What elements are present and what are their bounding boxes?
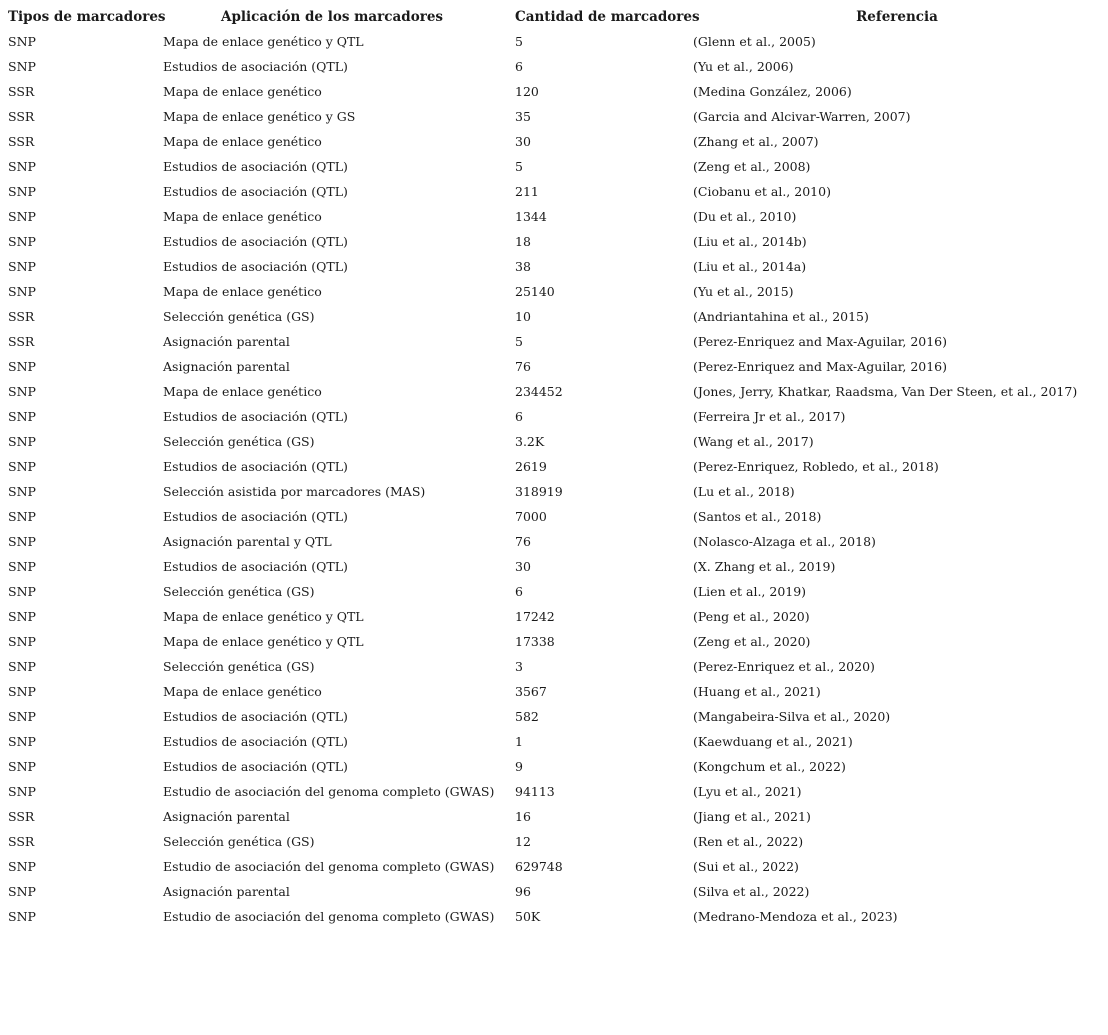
table-row <box>0 479 1108 504</box>
application-cell: Mapa de enlace genético <box>163 284 322 299</box>
reference-cell: (Lien et al., 2019) <box>693 584 807 599</box>
reference-cell: (Sui et al., 2022) <box>693 859 799 874</box>
marker-count-cell: 9 <box>515 759 523 774</box>
reference-cell: (Perez-Enriquez, Robledo, et al., 2018) <box>693 459 939 474</box>
header-marker-count: Cantidad de marcadores <box>515 8 700 25</box>
reference-cell: (Du et al., 2010) <box>693 209 797 224</box>
reference-cell: (Yu et al., 2015) <box>693 284 794 299</box>
marker-type-cell: SSR <box>8 309 35 324</box>
marker-type-cell: SNP <box>8 684 36 699</box>
application-cell: Mapa de enlace genético y QTL <box>163 34 364 49</box>
reference-cell: (Peng et al., 2020) <box>693 609 810 624</box>
application-cell: Asignación parental y QTL <box>163 534 332 549</box>
marker-type-cell: SNP <box>8 709 36 724</box>
reference-cell: (X. Zhang et al., 2019) <box>693 559 836 574</box>
application-cell: Selección genética (GS) <box>163 659 315 674</box>
marker-count-cell: 6 <box>515 584 523 599</box>
table-row <box>0 854 1108 879</box>
reference-cell: (Kaewduang et al., 2021) <box>693 734 853 749</box>
application-cell: Mapa de enlace genético <box>163 209 322 224</box>
application-cell: Estudio de asociación del genoma completo (GWAS) <box>163 909 495 924</box>
marker-count-cell: 1 <box>515 734 523 749</box>
table-row <box>0 579 1108 604</box>
table-row <box>0 879 1108 904</box>
marker-count-cell: 1344 <box>515 209 547 224</box>
reference-cell: (Wang et al., 2017) <box>693 434 814 449</box>
application-cell: Mapa de enlace genético <box>163 84 322 99</box>
marker-count-cell: 35 <box>515 109 531 124</box>
markers-table <box>0 4 1108 929</box>
application-cell: Estudios de asociación (QTL) <box>163 759 348 774</box>
table-row <box>0 254 1108 279</box>
marker-type-cell: SNP <box>8 59 36 74</box>
table-row <box>0 454 1108 479</box>
marker-count-cell: 5 <box>515 34 523 49</box>
marker-count-cell: 12 <box>515 834 531 849</box>
table-row <box>0 354 1108 379</box>
marker-type-cell: SNP <box>8 159 36 174</box>
marker-count-cell: 3 <box>515 659 523 674</box>
marker-count-cell: 3567 <box>515 684 547 699</box>
marker-type-cell: SNP <box>8 884 36 899</box>
reference-cell: (Andriantahina et al., 2015) <box>693 309 869 324</box>
marker-type-cell: SNP <box>8 559 36 574</box>
application-cell: Mapa de enlace genético y QTL <box>163 634 364 649</box>
marker-count-cell: 2619 <box>515 459 547 474</box>
marker-count-cell: 17242 <box>515 609 555 624</box>
marker-type-cell: SSR <box>8 809 35 824</box>
marker-type-cell: SNP <box>8 259 36 274</box>
application-cell: Mapa de enlace genético y QTL <box>163 609 364 624</box>
marker-type-cell: SSR <box>8 84 35 99</box>
marker-count-cell: 211 <box>515 184 539 199</box>
table-row <box>0 204 1108 229</box>
table-row <box>0 529 1108 554</box>
application-cell: Estudios de asociación (QTL) <box>163 159 348 174</box>
application-cell: Asignación parental <box>163 359 290 374</box>
table-row <box>0 904 1108 929</box>
marker-type-cell: SNP <box>8 909 36 924</box>
table-header <box>0 4 1108 29</box>
reference-cell: (Perez-Enriquez et al., 2020) <box>693 659 875 674</box>
reference-cell: (Glenn et al., 2005) <box>693 34 816 49</box>
marker-count-cell: 76 <box>515 359 531 374</box>
application-cell: Estudios de asociación (QTL) <box>163 734 348 749</box>
application-cell: Estudio de asociación del genoma completo (GWAS) <box>163 784 495 799</box>
marker-count-cell: 94113 <box>515 784 555 799</box>
reference-cell: (Liu et al., 2014a) <box>693 259 807 274</box>
marker-count-cell: 38 <box>515 259 531 274</box>
reference-cell: (Yu et al., 2006) <box>693 59 794 74</box>
reference-cell: (Ren et al., 2022) <box>693 834 804 849</box>
reference-cell: (Liu et al., 2014b) <box>693 234 807 249</box>
application-cell: Mapa de enlace genético <box>163 684 322 699</box>
reference-cell: (Zeng et al., 2020) <box>693 634 811 649</box>
marker-type-cell: SNP <box>8 734 36 749</box>
application-cell: Estudios de asociación (QTL) <box>163 509 348 524</box>
reference-cell: (Nolasco-Alzaga et al., 2018) <box>693 534 876 549</box>
marker-type-cell: SNP <box>8 184 36 199</box>
marker-type-cell: SSR <box>8 134 35 149</box>
table-row <box>0 79 1108 104</box>
application-cell: Asignación parental <box>163 334 290 349</box>
marker-count-cell: 50K <box>515 909 541 924</box>
application-cell: Mapa de enlace genético y GS <box>163 109 356 124</box>
table-row <box>0 404 1108 429</box>
application-cell: Selección asistida por marcadores (MAS) <box>163 484 426 499</box>
table-row <box>0 379 1108 404</box>
application-cell: Estudio de asociación del genoma completo (GWAS) <box>163 859 495 874</box>
marker-type-cell: SNP <box>8 534 36 549</box>
marker-type-cell: SNP <box>8 434 36 449</box>
application-cell: Estudios de asociación (QTL) <box>163 59 348 74</box>
marker-type-cell: SNP <box>8 459 36 474</box>
marker-type-cell: SNP <box>8 784 36 799</box>
table-row <box>0 754 1108 779</box>
marker-count-cell: 10 <box>515 309 531 324</box>
marker-count-cell: 318919 <box>515 484 563 499</box>
header-application: Aplicación de los marcadores <box>220 8 444 25</box>
marker-count-cell: 5 <box>515 159 523 174</box>
reference-cell: (Zhang et al., 2007) <box>693 134 819 149</box>
application-cell: Estudios de asociación (QTL) <box>163 409 348 424</box>
marker-count-cell: 629748 <box>515 859 563 874</box>
marker-type-cell: SNP <box>8 659 36 674</box>
marker-count-cell: 30 <box>515 559 531 574</box>
table-row <box>0 729 1108 754</box>
table-row <box>0 29 1108 54</box>
application-cell: Estudios de asociación (QTL) <box>163 709 348 724</box>
marker-count-cell: 16 <box>515 809 531 824</box>
table-row <box>0 679 1108 704</box>
table-row <box>0 154 1108 179</box>
table-row <box>0 829 1108 854</box>
marker-count-cell: 6 <box>515 59 523 74</box>
reference-cell: (Kongchum et al., 2022) <box>693 759 846 774</box>
marker-type-cell: SNP <box>8 509 36 524</box>
marker-type-cell: SNP <box>8 234 36 249</box>
reference-cell: (Santos et al., 2018) <box>693 509 822 524</box>
table-row <box>0 279 1108 304</box>
marker-type-cell: SNP <box>8 384 36 399</box>
marker-type-cell: SSR <box>8 109 35 124</box>
marker-count-cell: 582 <box>515 709 539 724</box>
table-row <box>0 129 1108 154</box>
table-row <box>0 329 1108 354</box>
marker-count-cell: 6 <box>515 409 523 424</box>
header-marker-type: Tipos de marcadores <box>8 8 166 25</box>
marker-count-cell: 7000 <box>515 509 547 524</box>
reference-cell: (Perez-Enriquez and Max-Aguilar, 2016) <box>693 334 948 349</box>
marker-type-cell: SNP <box>8 609 36 624</box>
table-row <box>0 604 1108 629</box>
marker-count-cell: 96 <box>515 884 531 899</box>
marker-count-cell: 30 <box>515 134 531 149</box>
header-row <box>0 4 1108 29</box>
marker-type-cell: SNP <box>8 484 36 499</box>
reference-cell: (Huang et al., 2021) <box>693 684 821 699</box>
table-row <box>0 104 1108 129</box>
reference-cell: (Ferreira Jr et al., 2017) <box>693 409 846 424</box>
table-row <box>0 654 1108 679</box>
reference-cell: (Lyu et al., 2021) <box>693 784 802 799</box>
marker-type-cell: SNP <box>8 359 36 374</box>
reference-cell: (Perez-Enriquez and Max-Aguilar, 2016) <box>693 359 948 374</box>
marker-type-cell: SNP <box>8 584 36 599</box>
table-row <box>0 229 1108 254</box>
application-cell: Mapa de enlace genético <box>163 134 322 149</box>
marker-type-cell: SSR <box>8 834 35 849</box>
table-row <box>0 629 1108 654</box>
table-row <box>0 504 1108 529</box>
application-cell: Estudios de asociación (QTL) <box>163 459 348 474</box>
application-cell: Estudios de asociación (QTL) <box>163 234 348 249</box>
reference-cell: (Medina González, 2006) <box>693 84 852 99</box>
marker-type-cell: SNP <box>8 634 36 649</box>
reference-cell: (Lu et al., 2018) <box>693 484 795 499</box>
reference-cell: (Jones, Jerry, Khatkar, Raadsma, Van Der Steen, et al., 2017) <box>693 384 1078 399</box>
reference-cell: (Medrano-Mendoza et al., 2023) <box>693 909 898 924</box>
application-cell: Selección genética (GS) <box>163 434 315 449</box>
reference-cell: (Garcia and Alcivar-Warren, 2007) <box>693 109 911 124</box>
marker-type-cell: SNP <box>8 209 36 224</box>
marker-count-cell: 234452 <box>515 384 563 399</box>
table-row <box>0 304 1108 329</box>
header-reference: Referencia <box>856 8 938 25</box>
table-row <box>0 429 1108 454</box>
table-row <box>0 704 1108 729</box>
application-cell: Estudios de asociación (QTL) <box>163 559 348 574</box>
application-cell: Selección genética (GS) <box>163 309 315 324</box>
reference-cell: (Mangabeira-Silva et al., 2020) <box>693 709 891 724</box>
marker-count-cell: 25140 <box>515 284 555 299</box>
application-cell: Estudios de asociación (QTL) <box>163 184 348 199</box>
marker-count-cell: 18 <box>515 234 531 249</box>
marker-type-cell: SNP <box>8 859 36 874</box>
marker-type-cell: SNP <box>8 284 36 299</box>
marker-type-cell: SNP <box>8 409 36 424</box>
marker-count-cell: 17338 <box>515 634 555 649</box>
table-row <box>0 779 1108 804</box>
reference-cell: (Zeng et al., 2008) <box>693 159 811 174</box>
table-row <box>0 179 1108 204</box>
application-cell: Asignación parental <box>163 809 290 824</box>
table-row <box>0 54 1108 79</box>
reference-cell: (Ciobanu et al., 2010) <box>693 184 831 199</box>
application-cell: Estudios de asociación (QTL) <box>163 259 348 274</box>
marker-count-cell: 5 <box>515 334 523 349</box>
application-cell: Asignación parental <box>163 884 290 899</box>
marker-count-cell: 76 <box>515 534 531 549</box>
application-cell: Selección genética (GS) <box>163 834 315 849</box>
table-body <box>0 29 1108 929</box>
marker-count-cell: 120 <box>515 84 539 99</box>
application-cell: Selección genética (GS) <box>163 584 315 599</box>
marker-type-cell: SNP <box>8 34 36 49</box>
reference-cell: (Silva et al., 2022) <box>693 884 810 899</box>
marker-count-cell: 3.2K <box>515 434 545 449</box>
application-cell: Mapa de enlace genético <box>163 384 322 399</box>
marker-type-cell: SNP <box>8 759 36 774</box>
table-row <box>0 554 1108 579</box>
table-row <box>0 804 1108 829</box>
marker-type-cell: SSR <box>8 334 35 349</box>
reference-cell: (Jiang et al., 2021) <box>693 809 811 824</box>
